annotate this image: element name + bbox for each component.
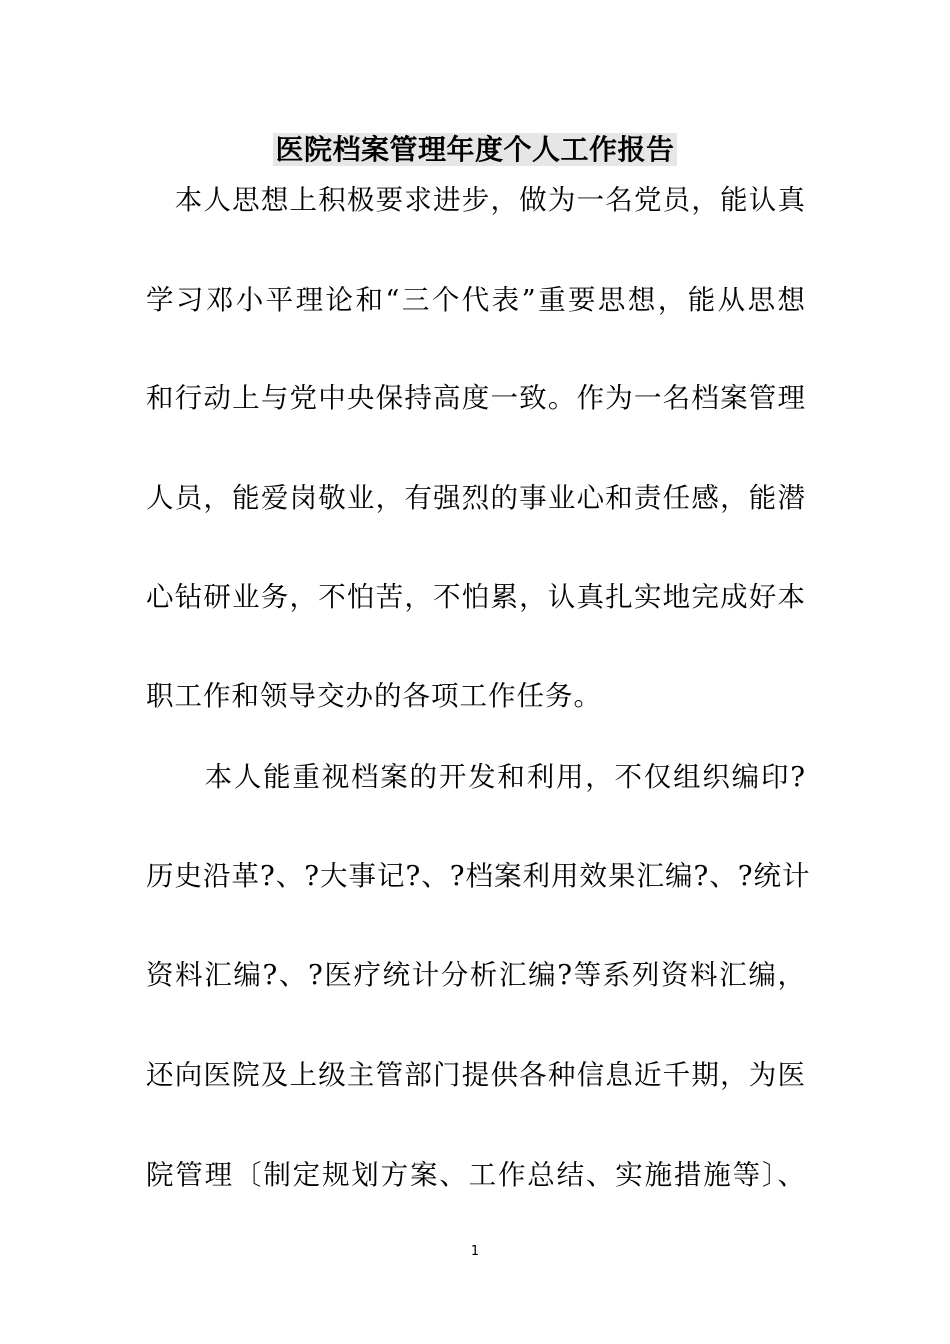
body-line-11: 院管理〔制定规划方案、工作总结、实施措施等〕、 bbox=[146, 1159, 806, 1191]
body-line-4: 人员，能爱岗敬业，有强烈的事业心和责任感，能潜 bbox=[146, 482, 806, 514]
body-line-2: 学习邓小平理论和“三个代表”重要思想，能从思想 bbox=[146, 284, 806, 316]
body-line-7: 本人能重视档案的开发和利用，不仅组织编印? bbox=[146, 761, 806, 793]
body-line-10: 还向医院及上级主管部门提供各种信息近千期，为医 bbox=[146, 1059, 806, 1091]
document-title-text: 医院档案管理年度个人工作报告 bbox=[275, 133, 675, 166]
body-line-1: 本人思想上积极要求进步，做为一名党员，能认真 bbox=[146, 184, 806, 216]
body-line-5: 心钻研业务，不怕苦，不怕累，认真扎实地完成好本 bbox=[146, 581, 806, 613]
body-line-6: 职工作和领导交办的各项工作任务。 bbox=[146, 680, 602, 712]
body-line-3: 和行动上与党中央保持高度一致。作为一名档案管理 bbox=[146, 382, 806, 414]
body-line-9: 资料汇编?、?医疗统计分析汇编?等系列资料汇编， bbox=[146, 959, 806, 991]
body-line-8: 历史沿革?、?大事记?、?档案利用效果汇编?、?统计 bbox=[146, 860, 811, 892]
page-number: 1 bbox=[470, 1244, 480, 1259]
document-title bbox=[0, 131, 950, 169]
